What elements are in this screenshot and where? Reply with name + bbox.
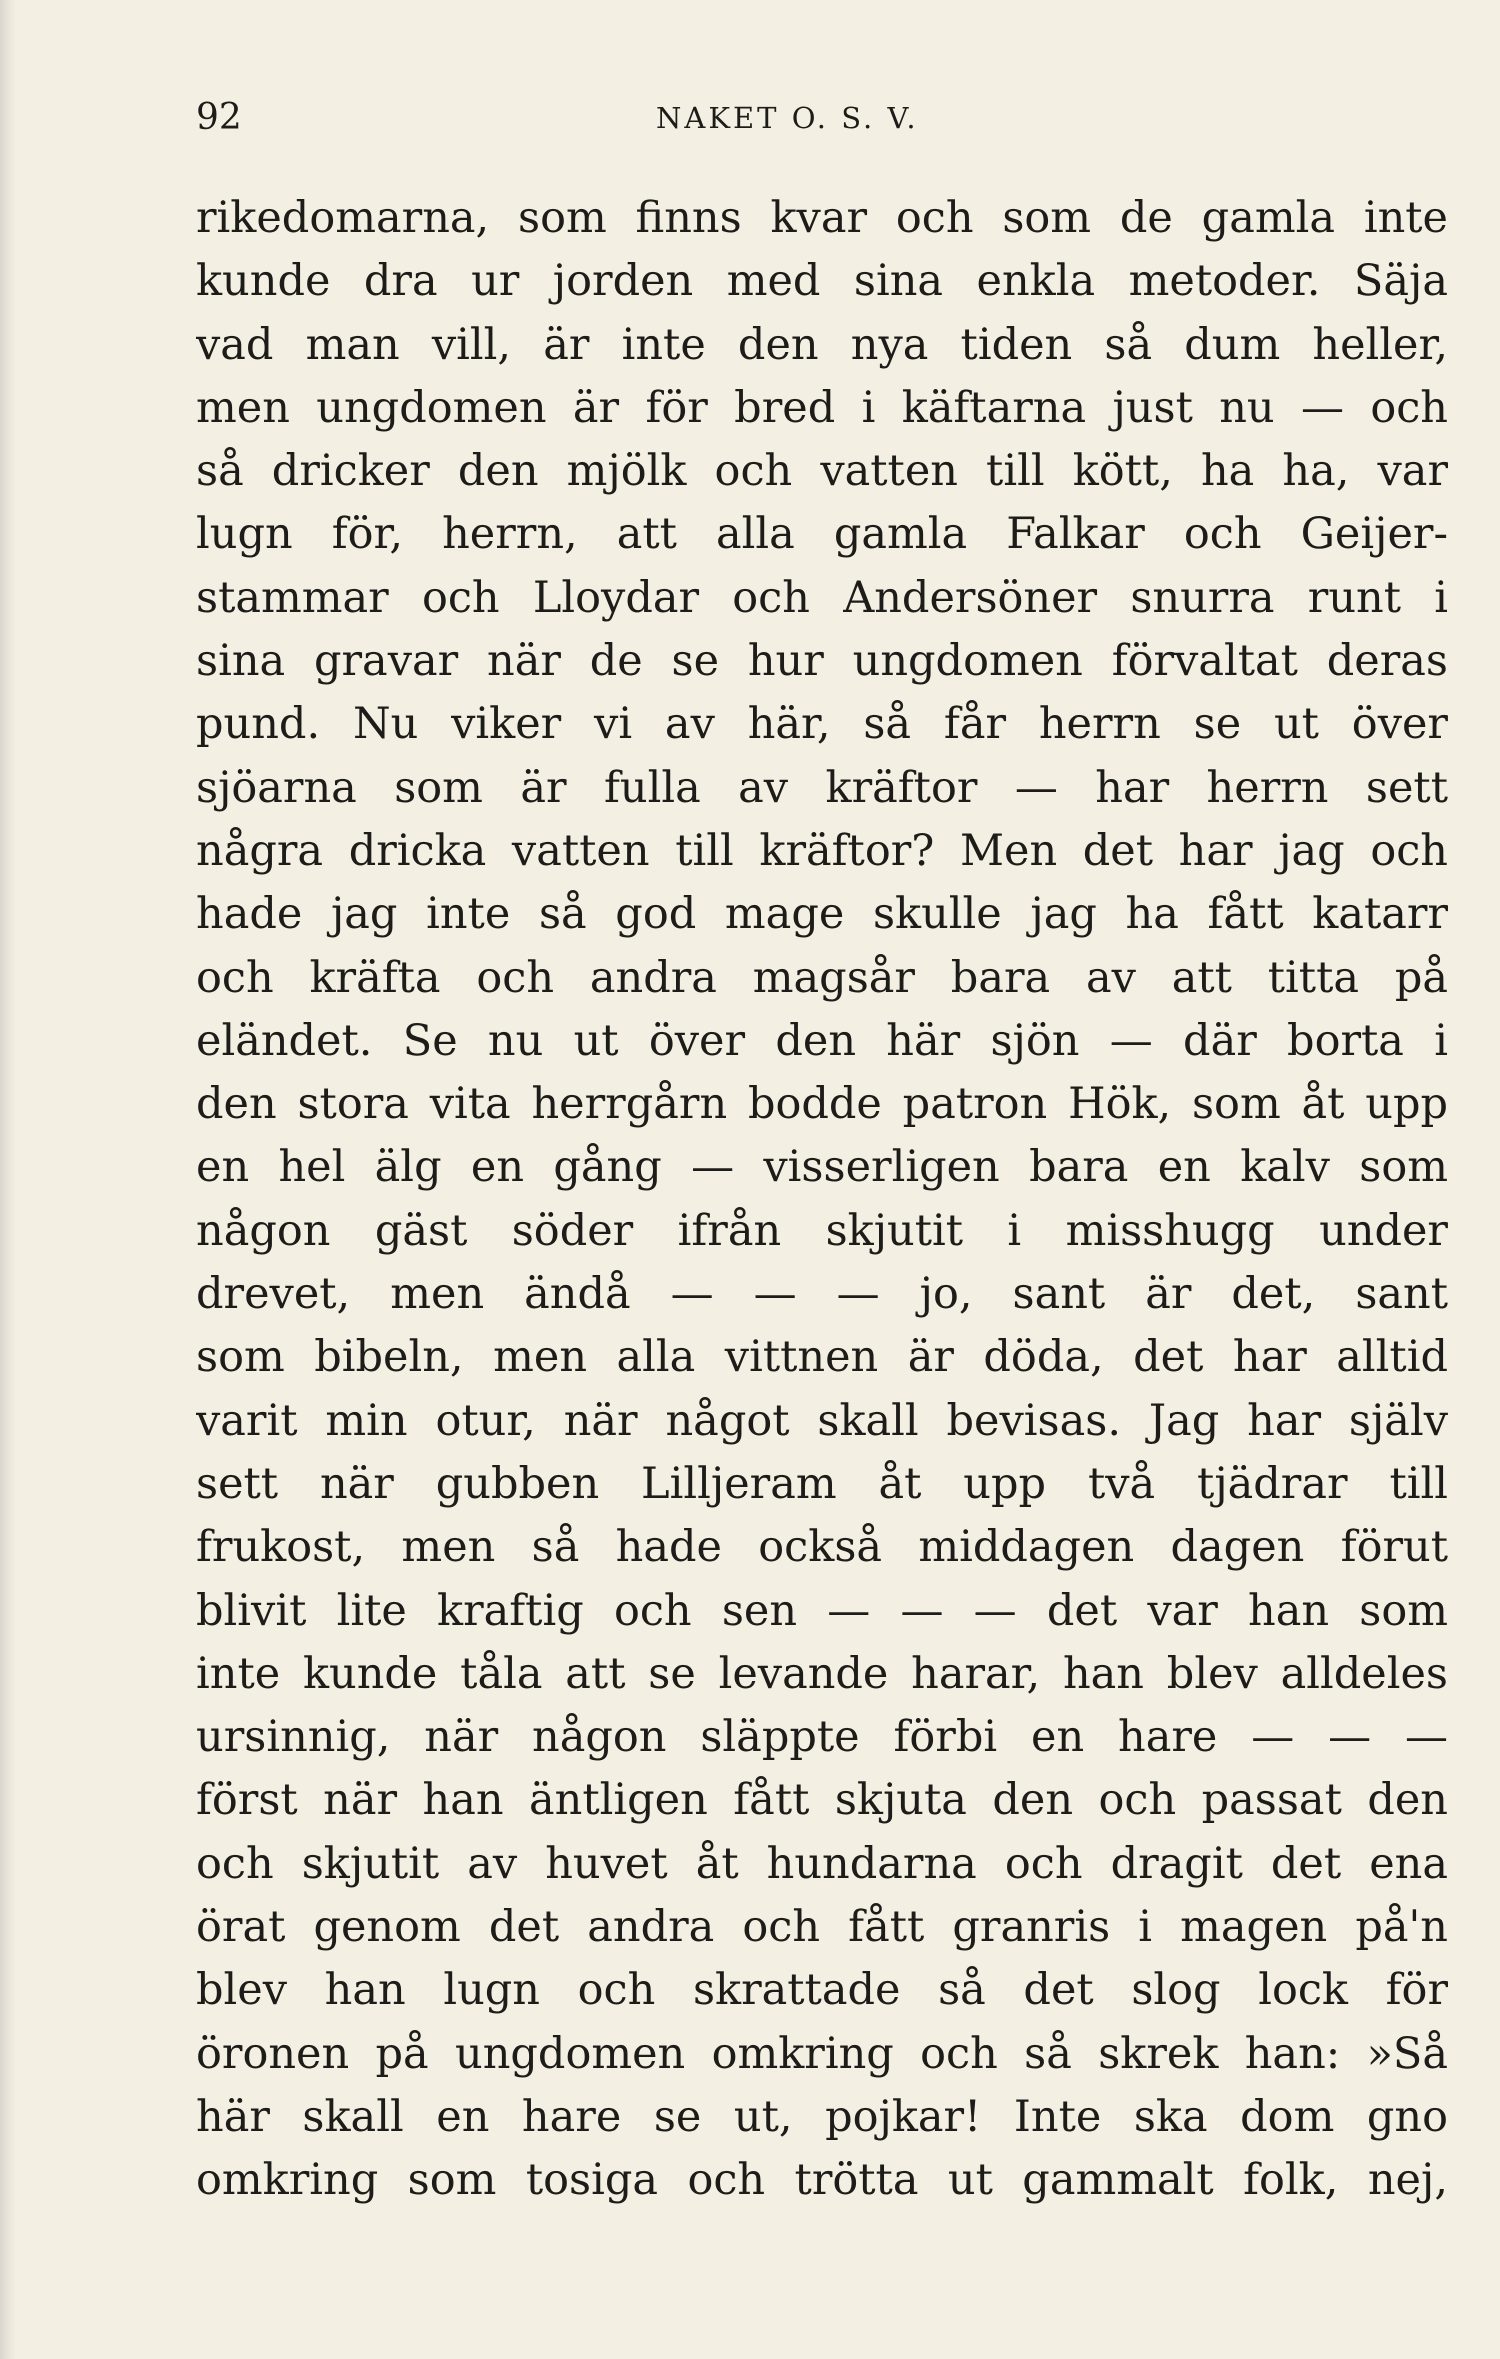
text-line: här skall en hare se ut, pojkar! Inte ska dom gno: [196, 2091, 1448, 2142]
page-number: 92: [196, 97, 242, 138]
text-line: omkring som tosiga och trötta ut gammalt folk, nej,: [196, 2155, 1448, 2206]
text-line: några dricka vatten till kräftor? Men det har jag och: [196, 825, 1448, 876]
text-line: drevet, men ändå — — — jo, sant är det, sant: [196, 1269, 1448, 1320]
text-line: frukost, men så hade också middagen dagen förut: [196, 1522, 1448, 1573]
text-line: men ungdomen är för bred i käftarna just nu — och: [196, 382, 1448, 433]
text-line: varit min otur, när något skall bevisas. Jag har själv: [196, 1395, 1448, 1446]
text-line: och kräfta och andra magsår bara av att titta på: [196, 952, 1448, 1003]
text-line: blivit lite kraftig och sen — — — det var han som: [196, 1585, 1448, 1636]
text-line: och skjutit av huvet åt hundarna och dragit det ena: [196, 1838, 1448, 1889]
text-line: örat genom det andra och fått granris i magen på'n: [196, 1902, 1448, 1953]
text-line: blev han lugn och skrattade så det slog lock för: [196, 1965, 1448, 2016]
text-line: stammar och Lloydar och Andersöner snurra runt i: [196, 572, 1448, 623]
running-title: NAKET O. S. V.: [656, 101, 919, 135]
text-line: hade jag inte så god mage skulle jag ha fått katarr: [196, 889, 1448, 940]
text-line: lugn för, herrn, att alla gamla Falkar och Geijer-: [196, 509, 1448, 560]
running-header: [196, 88, 1448, 148]
text-line: så dricker den mjölk och vatten till kött, ha ha, var: [196, 446, 1448, 497]
text-line: rikedomarna, som finns kvar och som de gamla inte: [196, 193, 1448, 243]
text-line: sjöarna som är fulla av kräftor — har herrn sett: [196, 762, 1448, 813]
text-line: kunde dra ur jorden med sina enkla metoder. Säja: [196, 256, 1448, 307]
text-line: sett när gubben Lilljeram åt upp två tjädrar till: [196, 1458, 1448, 1509]
text-line: pund. Nu viker vi av här, så får herrn se ut över: [196, 699, 1448, 750]
text-line: öronen på ungdomen omkring och så skrek han: »Så: [196, 2028, 1448, 2079]
text-line: vad man vill, är inte den nya tiden så dum heller,: [196, 319, 1448, 370]
text-line: någon gäst söder ifrån skjutit i misshugg under: [196, 1205, 1448, 1256]
body-text: [196, 187, 1448, 2213]
text-line: ursinnig, när någon släppte förbi en hare — — —: [196, 1712, 1448, 1763]
text-line: en hel älg en gång — visserligen bara en kalv som: [196, 1142, 1448, 1193]
text-line: eländet. Se nu ut över den här sjön — där borta i: [196, 1015, 1448, 1066]
text-line: som bibeln, men alla vittnen är döda, det har alltid: [196, 1332, 1448, 1383]
text-line: först när han äntligen fått skjuta den och passat den: [196, 1775, 1448, 1826]
text-line: inte kunde tåla att se levande harar, han blev alldeles: [196, 1648, 1448, 1699]
text-line: den stora vita herrgårn bodde patron Hök, som åt upp: [196, 1079, 1448, 1130]
text-line: sina gravar när de se hur ungdomen förvaltat deras: [196, 636, 1448, 687]
